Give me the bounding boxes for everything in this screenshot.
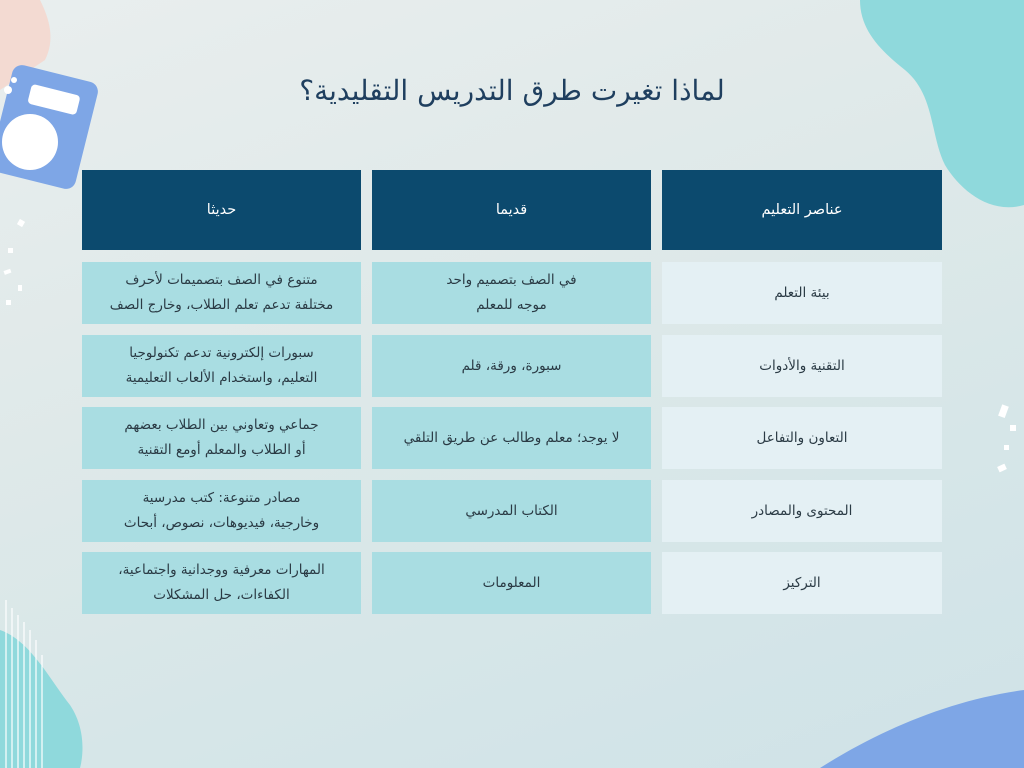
cell-text: لا يوجد؛ معلم وطالب عن طريق التلقي [403, 429, 620, 446]
table-cell-element [662, 262, 942, 324]
table-cell-element [662, 480, 942, 542]
page-title: لماذا تغيرت طرق التدريس التقليدية؟ [299, 74, 725, 107]
white-dots-right [997, 404, 1016, 472]
vertical-lines-bottom-left [6, 600, 42, 768]
table-cell-element [662, 407, 942, 469]
cell-text: المعلومات [482, 574, 541, 591]
white-dots-left [3, 219, 25, 305]
table-cell-new [82, 407, 361, 469]
table-cell-old [372, 335, 651, 397]
cell-text: التقنية والأدوات [759, 357, 845, 374]
header-new: حديثا [82, 170, 361, 250]
table-cell-element [662, 552, 942, 614]
cell-text: التعاون والتفاعل [756, 429, 848, 446]
header-old: قديما [372, 170, 651, 250]
cell-text: التركيز [783, 574, 821, 591]
cell-text: جماعي وتعاوني بين الطلاب بعضهم أو الطلاب والمعلم أومع التقنية [124, 417, 319, 458]
table-cell-new [82, 480, 361, 542]
cell-text: سبورات إلكترونية تدعم تكنولوجيا التعليم، واستخدام الألعاب التعليمية [125, 345, 318, 386]
table-cell-old [372, 552, 651, 614]
blue-blob-bottom-right [820, 690, 1024, 768]
cell-text: المحتوى والمصادر [751, 502, 853, 519]
table-cell-new [82, 552, 361, 614]
cell-text: سبورة، ورقة، قلم [461, 357, 562, 374]
table-cell-old [372, 407, 651, 469]
cell-text: في الصف بتصميم واحد موجه للمعلم [446, 272, 577, 313]
table-cell-element [662, 335, 942, 397]
table-cell-old [372, 480, 651, 542]
cell-text: مصادر متنوعة: كتب مدرسية وخارجية، فيديوهات، نصوص، أبحاث [123, 490, 320, 531]
table-cell-old [372, 262, 651, 324]
table-cell-new [82, 335, 361, 397]
cell-text: متنوع في الصف بتصميمات لأحرف مختلفة تدعم تعلم الطلاب، وخارج الصف [109, 272, 334, 313]
cell-text: الكتاب المدرسي [465, 502, 558, 519]
cell-text: بيئة التعلم [774, 284, 830, 301]
table-cell-new [82, 262, 361, 324]
cell-text: المهارات معرفية ووجدانية واجتماعية، الكفاءات، حل المشكلات [118, 562, 325, 603]
header-elements: عناصر التعليم [662, 170, 942, 250]
